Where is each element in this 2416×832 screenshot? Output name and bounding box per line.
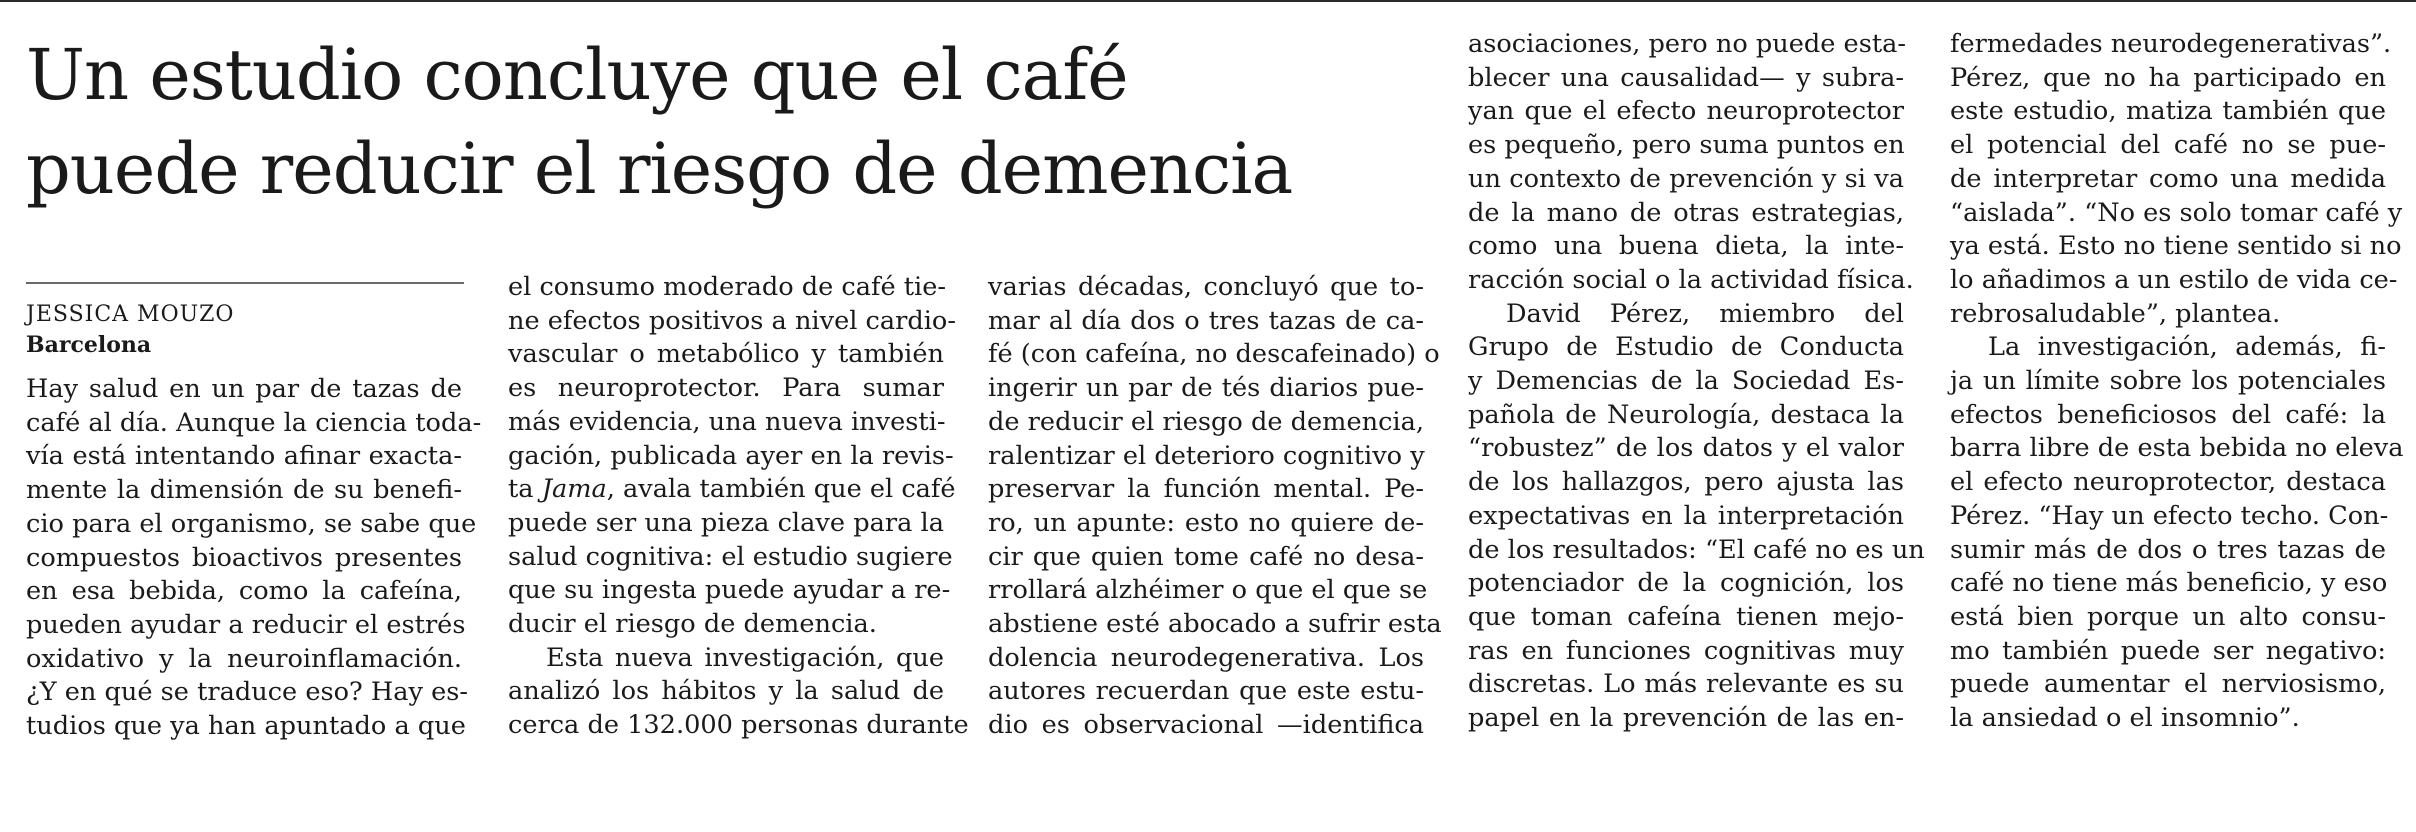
text-line: oxidativo y la neuroinflamación. xyxy=(26,643,462,674)
text-line: barra libre de esta bebida no eleva xyxy=(1950,433,2404,464)
text-line: asociaciones, pero no puede esta- xyxy=(1468,29,1907,59)
text-line: Hay salud en un par de tazas de xyxy=(26,374,462,404)
text-line: la ansiedad o el insomnio”. xyxy=(1950,703,2300,734)
text-line: dolencia neurodegenerativa. Los xyxy=(988,642,1424,673)
text-line: Esta nueva investigación, que xyxy=(546,642,944,673)
text-line: que toman cafeína tienen mejo- xyxy=(1468,601,1904,632)
text-line: “aislada”. “No es solo tomar café y xyxy=(1950,197,2403,228)
text-line: David Pérez, miembro del xyxy=(1506,298,1904,329)
text-line: mo también puede ser negativo: xyxy=(1950,635,2386,666)
text-line: salud cognitiva: el estudio sugiere xyxy=(508,541,953,572)
text-line: tudios que ya han apuntado a que xyxy=(26,711,466,742)
text-line: ralentizar el deterioro cognitivo y xyxy=(988,440,1425,471)
text-line: el consumo moderado de café tie- xyxy=(508,272,947,302)
text-line: en esa bebida, como la cafeína, xyxy=(26,576,462,607)
text-line: está bien porque un alto consu- xyxy=(1950,601,2386,632)
text-line: café al día. Aunque la ciencia toda- xyxy=(26,407,482,438)
text-line: ya está. Esto no tiene sentido si no xyxy=(1950,231,2402,262)
text-fragment: ta xyxy=(508,474,542,505)
author-name: JESSICA MOUZO xyxy=(26,302,235,327)
headline xyxy=(26,28,1446,216)
text-line: café no tiene más beneficio, y eso xyxy=(1950,568,2388,599)
text-line: cir que quien tome café no desa- xyxy=(988,541,1424,572)
text-line: abstiene esté abocado a sufrir esta xyxy=(988,609,1442,640)
text-line: varias décadas, concluyó que to- xyxy=(988,272,1424,302)
text-line: expectativas en la interpretación xyxy=(1468,500,1904,531)
text-line: papel en la prevención de las en- xyxy=(1468,703,1904,734)
text-line: Pérez. “Hay un efecto techo. Con- xyxy=(1950,500,2389,531)
text-line: de reducir el riesgo de demencia, xyxy=(988,406,1424,437)
text-line: pueden ayudar a reducir el estrés xyxy=(26,609,466,640)
headline-line: Un estudio concluye que el café xyxy=(26,34,1128,116)
text-line: mente la dimensión de su benefi- xyxy=(26,475,462,506)
text-line: puede ser una pieza clave para la xyxy=(508,507,944,538)
text-line: gación, publicada ayer en la revis- xyxy=(508,440,954,471)
text-line: fermedades neurodegenerativas”. xyxy=(1950,29,2392,59)
byline-rule xyxy=(26,282,464,284)
article-column-1 xyxy=(26,373,482,744)
text-line: ro, un apunte: esto no quiere de- xyxy=(988,507,1424,538)
text-line: Pérez, que no ha participado en xyxy=(1950,62,2386,93)
text-line: racción social o la actividad física. xyxy=(1468,264,1914,295)
text-line: como una buena dieta, la inte- xyxy=(1468,231,1904,262)
text-line: Grupo de Estudio de Conducta xyxy=(1468,332,1904,363)
text-line: blecer una causalidad— y subra- xyxy=(1468,62,1904,93)
text-line: cerca de 132.000 personas durante xyxy=(508,710,969,741)
text-line: es neuroprotector. Para sumar xyxy=(508,373,944,404)
text-line: rrollará alzhéimer o que el que se xyxy=(988,575,1428,606)
text-line: más evidencia, una nueva investi- xyxy=(508,406,946,437)
text-line: preservar la función mental. Pe- xyxy=(988,474,1424,505)
text-line: fé (con cafeína, no descafeinado) o xyxy=(988,339,1440,370)
text-line: analizó los hábitos y la salud de xyxy=(508,676,944,707)
text-line: efectos beneficiosos del café: la xyxy=(1950,399,2386,430)
article-column-4 xyxy=(1468,28,1925,736)
text-line: es pequeño, pero suma puntos en xyxy=(1468,130,1905,161)
text-line: compuestos bioactivos presentes xyxy=(26,542,462,573)
article-column-3 xyxy=(988,271,1442,743)
text-line: de los hallazgos, pero ajusta las xyxy=(1468,467,1904,498)
text-line: discretas. Lo más relevante es su xyxy=(1468,669,1904,700)
text-line: de interpretar como una medida xyxy=(1950,163,2386,194)
text-line: pañola de Neurología, destaca la xyxy=(1468,399,1904,430)
text-line: de la mano de otras estrategias, xyxy=(1468,197,1904,228)
top-rule xyxy=(0,0,2416,2)
text-line: autores recuerdan que este estu- xyxy=(988,676,1424,707)
text-line: dio es observacional —identifica xyxy=(988,710,1424,741)
text-line: ne efectos positivos a nivel cardio- xyxy=(508,305,956,336)
text-line: cio para el organismo, se sabe que xyxy=(26,508,477,539)
text-line: “robustez” de los datos y el valor xyxy=(1468,433,1904,464)
article-column-5 xyxy=(1950,28,2404,736)
journal-name: Jama xyxy=(541,474,607,505)
text-line: ras en funciones cognitivas muy xyxy=(1468,635,1904,666)
text-fragment: , avala también que el café xyxy=(606,474,956,505)
headline-line: puede reducir el riesgo de demencia xyxy=(26,128,1293,210)
text-line: y Demencias de la Sociedad Es- xyxy=(1468,366,1904,397)
text-line: lo añadimos a un estilo de vida ce- xyxy=(1950,264,2398,295)
text-line: sumir más de dos o tres tazas de xyxy=(1950,534,2386,565)
text-line: vascular o metabólico y también xyxy=(508,339,944,370)
dateline-location: Barcelona xyxy=(26,332,152,358)
text-line: rebrosaludable”, plantea. xyxy=(1950,298,2281,329)
byline xyxy=(26,300,466,360)
text-line: el potencial del café no se pue- xyxy=(1950,130,2386,161)
text-line: un contexto de prevención y si va xyxy=(1468,163,1904,194)
text-line: que su ingesta puede ayudar a re- xyxy=(508,575,951,606)
text-line: ja un límite sobre los potenciales xyxy=(1950,366,2386,397)
article-column-2 xyxy=(508,271,969,743)
text-line: de los resultados: “El café no es un xyxy=(1468,534,1925,565)
text-line: ducir el riesgo de demencia. xyxy=(508,609,877,640)
text-line: mar al día dos o tres tazas de ca- xyxy=(988,305,1424,336)
text-line-with-journal xyxy=(508,473,956,507)
text-line: puede aumentar el nerviosismo, xyxy=(1950,669,2386,700)
text-line: este estudio, matiza también que xyxy=(1950,96,2386,127)
text-line: potenciador de la cognición, los xyxy=(1468,568,1904,599)
text-line: vía está intentando afinar exacta- xyxy=(26,441,462,472)
text-line: La investigación, además, fi- xyxy=(1988,332,2386,363)
text-line: ingerir un par de tés diarios pue- xyxy=(988,373,1424,404)
text-line: yan que el efecto neuroprotector xyxy=(1468,96,1904,127)
text-line: ¿Y en qué se traduce eso? Hay es- xyxy=(26,677,468,708)
text-line: el efecto neuroprotector, destaca xyxy=(1950,467,2386,498)
